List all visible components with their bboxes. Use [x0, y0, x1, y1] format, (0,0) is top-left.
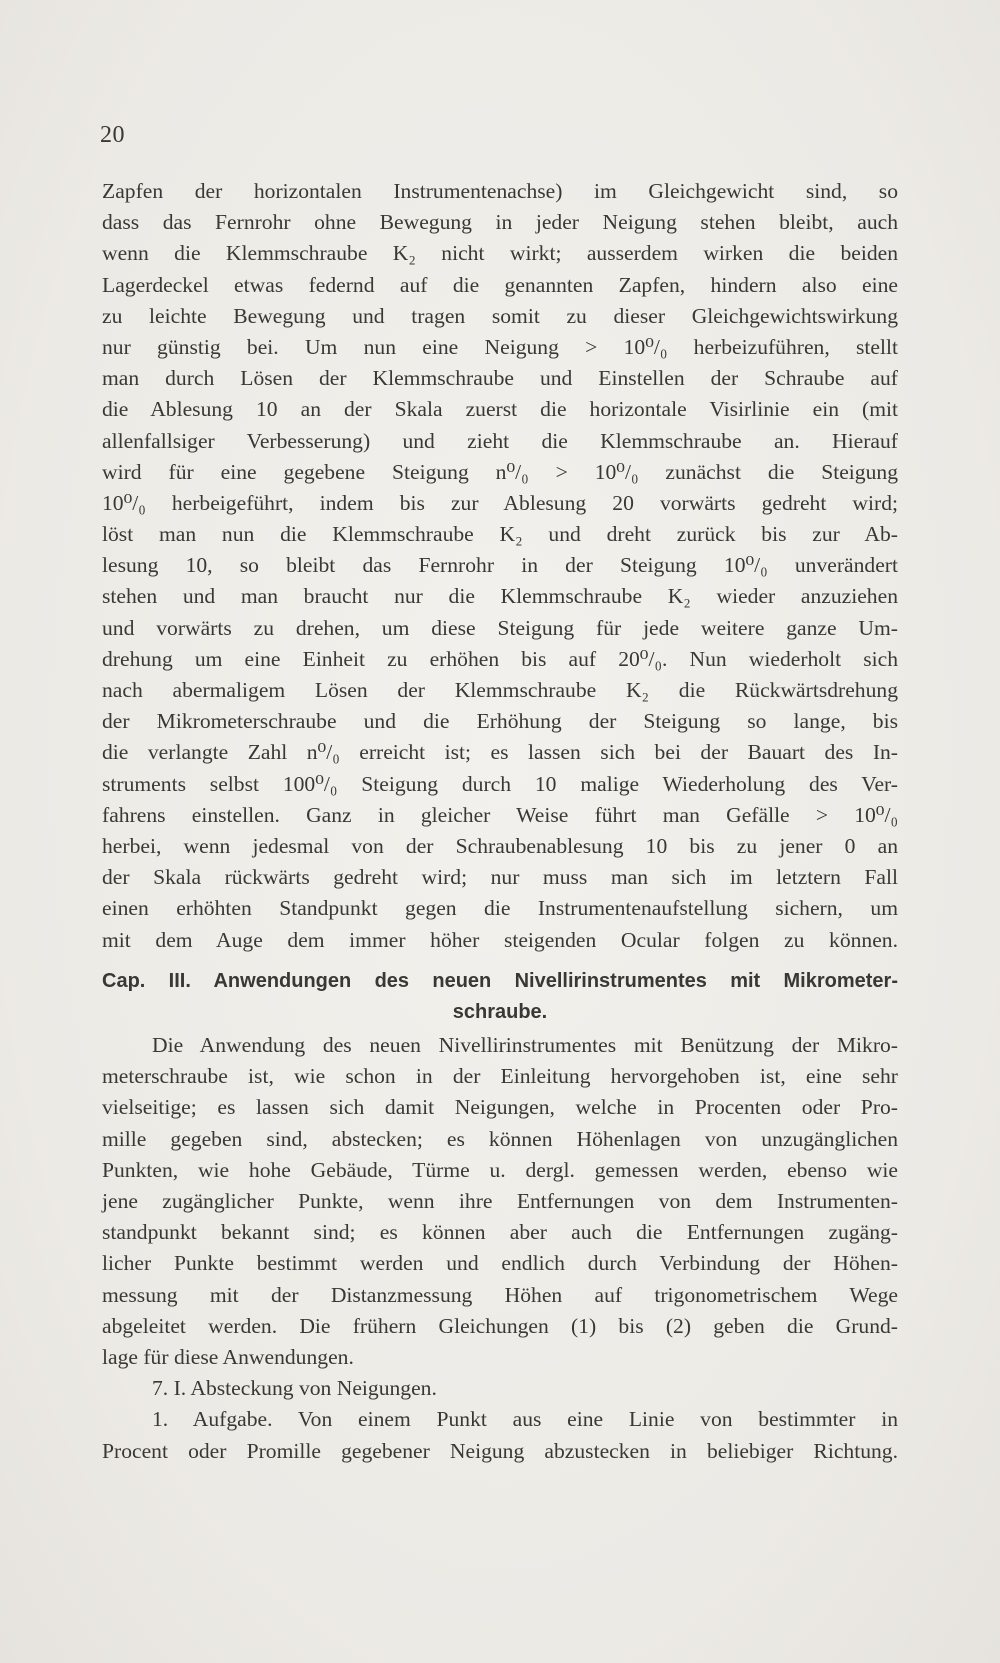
- paragraph-1: [102, 176, 898, 956]
- text-line: zu leichte Bewegung und tragen somit zu dieser Gleichgewichtswirkung: [102, 303, 898, 328]
- text-line: nur günstig bei. Um nun eine Neigung > 10⁰/₀ herbeizuführen, stellt: [102, 334, 898, 359]
- text-line: Lagerdeckel etwas federnd auf die genannten Zapfen, hindern also eine: [102, 272, 898, 297]
- text-line: herbei, wenn jedesmal von der Schraubenablesung 10 bis zu jener 0 an: [102, 833, 898, 858]
- body-text: [102, 176, 898, 1467]
- text-line: mit dem Auge dem immer höher steigenden Ocular folgen zu können.: [102, 927, 898, 952]
- text-line: allenfallsiger Verbesserung) und zieht die Klemmschraube an. Hierauf: [102, 428, 898, 453]
- text-line: und vorwärts zu drehen, um diese Steigung für jede weitere ganze Um-: [102, 615, 898, 640]
- text-line: drehung um eine Einheit zu erhöhen bis auf 20⁰/₀. Nun wiederholt sich: [102, 646, 898, 671]
- text-line: jene zugänglicher Punkte, wenn ihre Entfernungen von dem Instrumenten-: [102, 1189, 898, 1213]
- text-line: Die Anwendung des neuen Nivellirinstrumentes mit Benützung der Mikro-: [152, 1033, 898, 1058]
- text-line: einen erhöhten Standpunkt gegen die Instrumentenaufstellung sichern, um: [102, 896, 898, 921]
- text-line: lage für diese Anwendungen.: [102, 1344, 354, 1369]
- chapter-heading-line: Cap. III. Anwendungen des neuen Nivellirinstrumentes mit Mikrometer-: [102, 969, 898, 992]
- text-line: wenn die Klemmschraube K₂ nicht wirkt; ausserdem wirken die beiden: [102, 241, 898, 266]
- text-line: messung mit der Distanzmessung Höhen auf trigonometrischem Wege: [102, 1282, 898, 1307]
- page-number: 20: [100, 122, 125, 148]
- text-line: mille gegeben sind, abstecken; es können Höhenlagen von unzugänglichen: [102, 1126, 898, 1151]
- chapter-heading: [102, 966, 898, 1028]
- text-line: die verlangte Zahl n⁰/₀ erreicht ist; es lassen sich bei der Bauart des In-: [102, 740, 898, 765]
- text-line: licher Punkte bestimmt werden und endlich durch Verbindung der Höhen-: [102, 1251, 898, 1276]
- text-line: dass das Fernrohr ohne Bewegung in jeder Neigung stehen bleibt, auch: [102, 210, 898, 235]
- text-line: Punkten, wie hohe Gebäude, Türme u. dergl. gemessen werden, ebenso wie: [102, 1157, 898, 1182]
- text-line: der Skala rückwärts gedreht wird; nur muss man sich im letztern Fall: [102, 865, 898, 890]
- section-heading: 7. I. Absteckung von Neigungen.: [152, 1376, 437, 1401]
- text-line: 10⁰/₀ herbeigeführt, indem bis zur Ablesung 20 vorwärts gedreht wird;: [102, 490, 898, 515]
- chapter-heading-line: schraube.: [452, 1000, 548, 1023]
- text-line: vielseitige; es lassen sich damit Neigungen, welche in Procenten oder Pro-: [102, 1095, 898, 1120]
- text-line: lesung 10, so bleibt das Fernrohr in der Steigung 10⁰/₀ unverändert: [102, 553, 898, 578]
- text-line: abgeleitet werden. Die frühern Gleichungen (1) bis (2) geben die Grund-: [102, 1313, 898, 1338]
- text-line: löst man nun die Klemmschraube K₂ und dreht zurück bis zur Ab-: [102, 522, 898, 547]
- paragraph-2: [102, 1030, 898, 1373]
- text-line: nach abermaligem Lösen der Klemmschraube K₂ die Rückwärtsdrehung: [102, 678, 898, 702]
- task-line: 1. Aufgabe. Von einem Punkt aus eine Linie von bestimmter in: [152, 1407, 898, 1432]
- task-line: Procent oder Promille gegebener Neigung abzustecken in beliebiger Richtung.: [102, 1438, 898, 1463]
- text-line: wird für eine gegebene Steigung n⁰/₀ > 10⁰/₀ zunächst die Steigung: [102, 459, 898, 484]
- text-line: Zapfen der horizontalen Instrumentenachse) im Gleichgewicht sind, so: [102, 179, 898, 203]
- text-line: der Mikrometerschraube und die Erhöhung der Steigung so lange, bis: [102, 709, 898, 734]
- text-line: meterschraube ist, wie schon in der Einleitung hervorgehoben ist, eine sehr: [102, 1064, 898, 1089]
- text-line: standpunkt bekannt sind; es können aber auch die Entfernungen zugäng-: [102, 1220, 898, 1245]
- text-line: die Ablesung 10 an der Skala zuerst die horizontale Visirlinie ein (mit: [102, 397, 898, 422]
- text-line: stehen und man braucht nur die Klemmschraube K₂ wieder anzuziehen: [102, 584, 898, 609]
- text-line: man durch Lösen der Klemmschraube und Einstellen der Schraube auf: [102, 366, 898, 391]
- text-line: struments selbst 100⁰/₀ Steigung durch 10 malige Wiederholung des Ver-: [102, 771, 898, 796]
- text-line: fahrens einstellen. Ganz in gleicher Weise führt man Gefälle > 10⁰/₀: [102, 802, 898, 827]
